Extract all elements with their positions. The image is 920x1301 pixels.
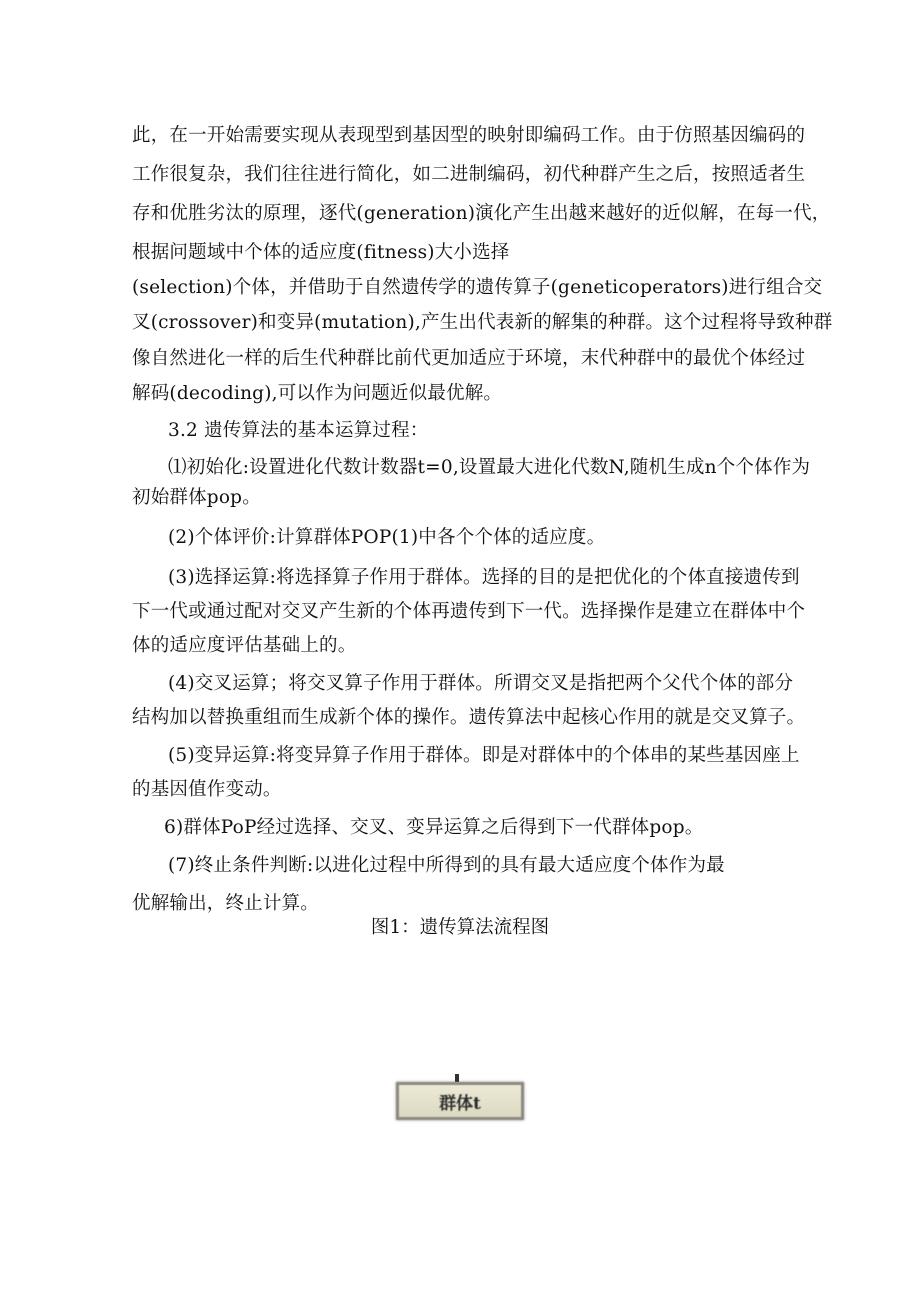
paragraph-line: 叉(crossover)和变异(mutation),产生出代表新的解集的种群。这个过程将导致种群 — [132, 312, 833, 333]
paragraph-line: 此，在一开始需要实现从表现型到基因型的映射即编码工作。由于仿照基因编码的 — [132, 125, 806, 146]
step-7-line: (7)终止条件判断:以进化过程中所得到的具有最大适应度个体作为最 — [168, 855, 725, 876]
step-6-line: 6)群体PoP经过选择、交叉、变异运算之后得到下一代群体pop。 — [164, 817, 704, 838]
paragraph-line: 解码(decoding),可以作为问题近似最优解。 — [132, 383, 503, 404]
flowchart-box-label: 群体t — [439, 1093, 481, 1114]
step-1-line: 初始群体pop。 — [132, 487, 261, 508]
paragraph-line: (selection)个体，并借助于自然遗传学的遗传算子(geneticoperators)进行组合交 — [132, 277, 823, 298]
paragraph-line: 根据问题域中个体的适应度(fitness)大小选择 — [132, 242, 510, 263]
step-7-line: 优解输出，终止计算。 — [132, 893, 320, 914]
step-3-line: 下一代或通过配对交叉产生新的个体再遗传到下一代。选择操作是建立在群体中个 — [132, 601, 806, 622]
step-1-line: ⑴初始化:设置进化代数计数器t=0,设置最大进化代数N,随机生成n个个体作为 — [168, 457, 811, 478]
paragraph-line: 像自然进化一样的后生代种群比前代更加适应于环境，末代种群中的最优个体经过 — [132, 348, 806, 369]
flowchart-arrow — [455, 1074, 459, 1082]
step-3-line: (3)选择运算:将选择算子作用于群体。选择的目的是把优化的个体直接遗传到 — [168, 567, 800, 588]
paragraph-line: 存和优胜劣汰的原理，逐代(generation)演化产生出越来越好的近似解，在每一代， — [132, 203, 831, 224]
step-2-line: (2)个体评价:计算群体POP(1)中各个个体的适应度。 — [168, 527, 606, 548]
section-heading: 3.2 遗传算法的基本运算过程： — [168, 420, 429, 441]
step-4-line: 结构加以替换重组而生成新个体的操作。遗传算法中起核心作用的就是交叉算子。 — [132, 707, 806, 728]
step-5-line: 的基因值作变动。 — [132, 779, 282, 800]
figure-caption: 图1：遗传算法流程图 — [370, 917, 550, 938]
step-4-line: (4)交叉运算；将交叉算子作用于群体。所谓交叉是指把两个父代个体的部分 — [168, 673, 794, 694]
step-5-line: (5)变异运算:将变异算子作用于群体。即是对群体中的个体串的某些基因座上 — [168, 745, 800, 766]
flowchart-population-box — [396, 1082, 524, 1120]
step-3-line: 体的适应度评估基础上的。 — [132, 635, 357, 656]
paragraph-line: 工作很复杂，我们往往进行简化，如二进制编码，初代种群产生之后，按照适者生 — [132, 164, 806, 185]
